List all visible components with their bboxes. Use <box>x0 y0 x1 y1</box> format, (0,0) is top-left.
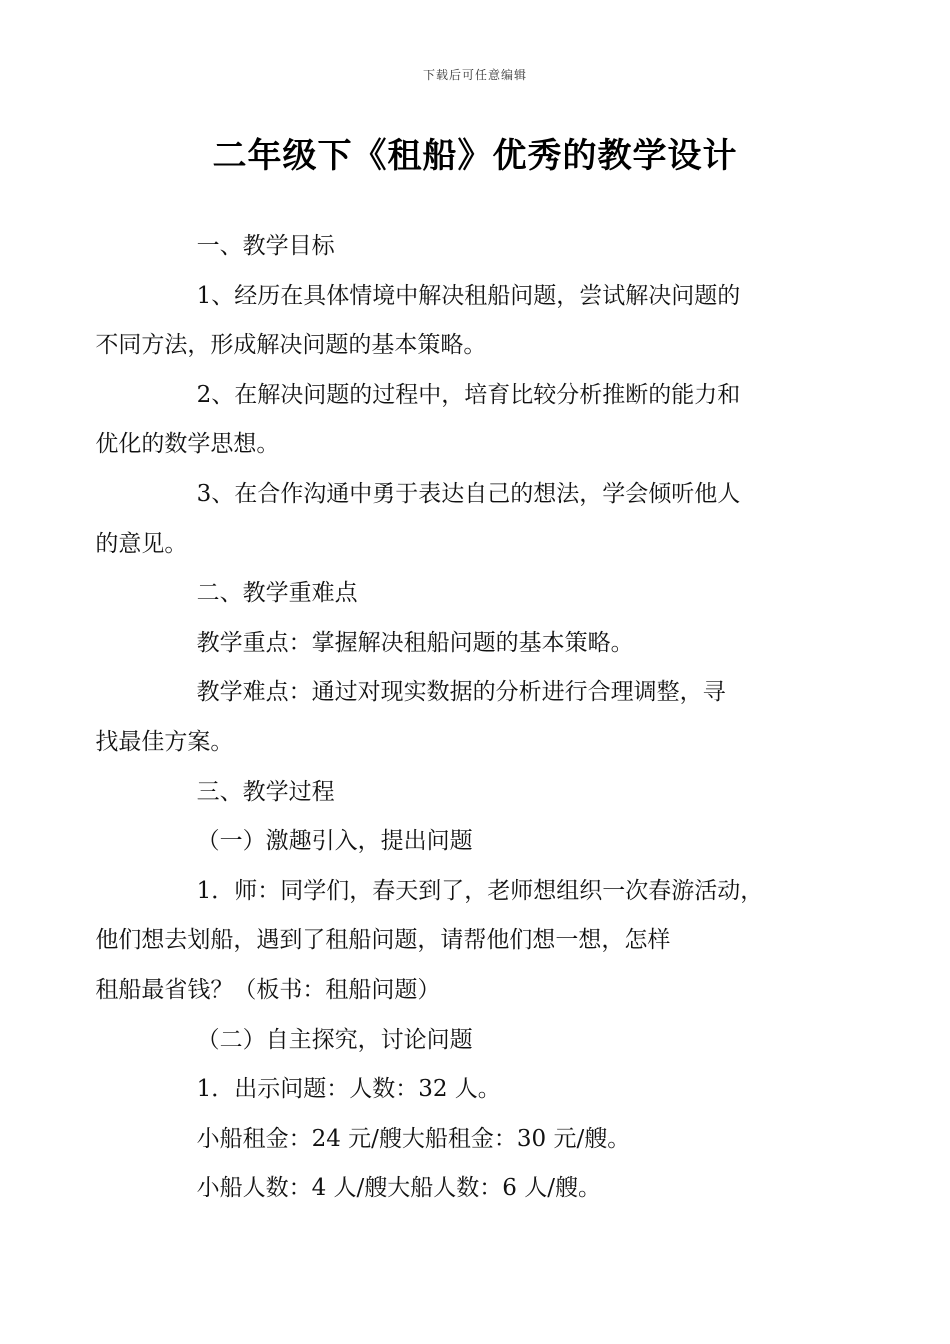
section-heading-objectives <box>146 222 808 272</box>
text-line: 2、在解决问题的过程中，培育比较分析推断的能力和 <box>196 381 741 408</box>
rent-paragraph <box>146 1115 808 1165</box>
text-line: 3、在合作沟通中勇于表达自己的想法，学会倾听他人 <box>196 480 741 507</box>
text-line: 教学重点：掌握解决租船问题的基本策略。 <box>196 629 634 656</box>
problem-paragraph <box>146 1065 808 1115</box>
document-body <box>95 222 808 1214</box>
subsection-heading-intro <box>146 817 808 867</box>
text-line: 小船租金：24 元/艘大船租金：30 元/艘。 <box>196 1125 631 1152</box>
intro-paragraph <box>95 867 808 1016</box>
subsection-heading-explore <box>146 1016 808 1066</box>
section-heading-key-points <box>146 569 808 619</box>
text-line: 找最佳方案。 <box>95 728 234 755</box>
text-line: （一）激趣引入，提出问题 <box>196 828 473 855</box>
text-line: 二、教学重难点 <box>196 580 358 607</box>
key-point-paragraph <box>146 619 808 669</box>
difficult-point-paragraph <box>95 668 808 767</box>
text-line: 小船人数：4 人/艘大船人数：6 人/艘。 <box>196 1175 601 1202</box>
text-line: 三、教学过程 <box>196 778 335 805</box>
page-header-note: 下载后可任意编辑 <box>422 68 527 82</box>
text-line: （二）自主探究，讨论问题 <box>196 1026 473 1053</box>
text-line: 他们想去划船，遇到了租船问题，请帮他们想一想，怎样 <box>95 927 671 954</box>
text-line: 教学难点：通过对现实数据的分析进行合理调整，寻 <box>196 679 726 706</box>
text-line: 优化的数学思想。 <box>95 431 280 458</box>
text-line: 1．师：同学们，春天到了，老师想组织一次春游活动， <box>196 877 764 904</box>
objective-paragraph-3 <box>95 470 808 569</box>
capacity-paragraph <box>146 1164 808 1214</box>
text-line: 租船最省钱？（板书：租船问题） <box>95 976 441 1003</box>
text-line: 不同方法，形成解决问题的基本策略。 <box>95 332 487 359</box>
text-line: 一、教学目标 <box>196 233 335 259</box>
document-title: 二年级下《租船》优秀的教学设计 <box>212 136 738 176</box>
text-line: 的意见。 <box>95 530 188 557</box>
text-line: 1、经历在具体情境中解决租船问题，尝试解决问题的 <box>196 282 741 309</box>
section-heading-process <box>146 768 808 818</box>
objective-paragraph-1 <box>95 272 808 371</box>
text-line: 1．出示问题：人数：32 人。 <box>196 1076 501 1103</box>
objective-paragraph-2 <box>95 371 808 470</box>
